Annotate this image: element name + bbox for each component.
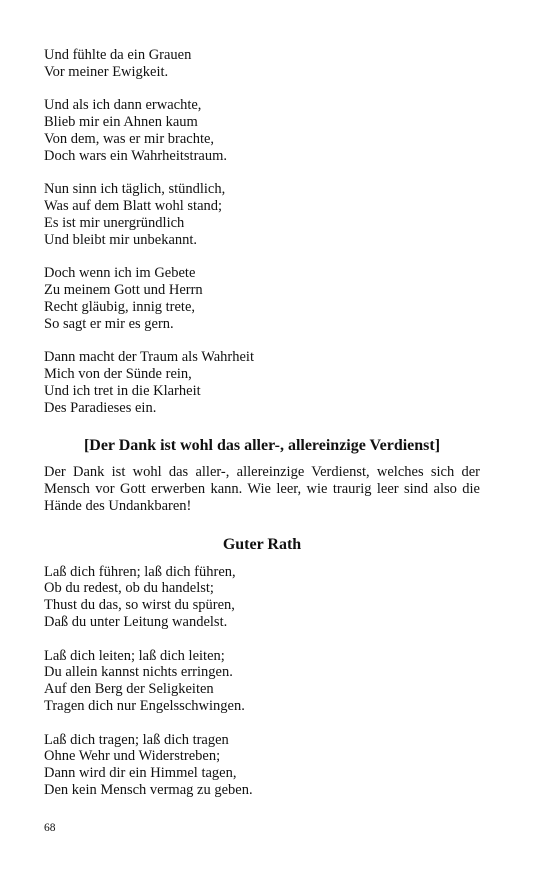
poem-guter-rath bbox=[44, 564, 480, 799]
stanza-2 bbox=[44, 97, 480, 164]
stanza-1 bbox=[44, 564, 480, 631]
verse-line: Und als ich dann erwachte, bbox=[44, 97, 202, 114]
page-body bbox=[44, 47, 480, 799]
verse-line: Ob du redest, ob du handelst; bbox=[44, 580, 214, 597]
section-paragraph: Der Dank ist wohl das aller-, allereinzige Verdienst, welches sich der Mensch vor Gott erwerben kann. Wie leer, wie traurig leer sind also die Hände des Undankbaren! bbox=[44, 463, 480, 514]
stanza-3 bbox=[44, 181, 480, 248]
stanza-1 bbox=[44, 47, 480, 81]
verse-line: Und fühlte da ein Grauen bbox=[44, 47, 192, 63]
verse-line: So sagt er mir es gern. bbox=[44, 315, 174, 332]
poem-title: Guter Rath bbox=[222, 535, 302, 553]
verse-line: Was auf dem Blatt wohl stand; bbox=[44, 198, 223, 215]
verse-line: Dann macht der Traum als Wahrheit bbox=[44, 349, 254, 366]
verse-line: Zu meinem Gott und Herrn bbox=[44, 282, 203, 299]
stanza-4 bbox=[44, 265, 480, 332]
verse-line: Doch wars ein Wahrheitstraum. bbox=[44, 147, 227, 164]
verse-line: Dann wird dir ein Himmel tagen, bbox=[44, 765, 237, 782]
verse-line: Daß du unter Leitung wandelst. bbox=[44, 613, 228, 630]
verse-line: Recht gläubig, innig trete, bbox=[44, 298, 196, 315]
stanza-5 bbox=[44, 349, 480, 416]
verse-line: Tragen dich nur Engelsschwingen. bbox=[44, 697, 245, 714]
poem-fragment bbox=[44, 47, 480, 417]
verse-line: Du allein kannst nichts erringen. bbox=[44, 664, 233, 681]
verse-line: Laß dich leiten; laß dich leiten; bbox=[44, 647, 225, 664]
verse-line: Des Paradieses ein. bbox=[44, 399, 157, 416]
verse-line: Ohne Wehr und Widerstreben; bbox=[44, 748, 221, 765]
verse-line: Und ich tret in die Klarheit bbox=[44, 382, 201, 399]
verse-line: Doch wenn ich im Gebete bbox=[44, 265, 196, 282]
page-number: 68 bbox=[44, 822, 56, 834]
verse-line: Es ist mir unergründlich bbox=[44, 214, 185, 231]
verse-line: Blieb mir ein Ahnen kaum bbox=[44, 114, 198, 131]
stanza-2 bbox=[44, 648, 480, 715]
verse-line: Thust du das, so wirst du spüren, bbox=[44, 597, 235, 614]
verse-line: Den kein Mensch vermag zu geben. bbox=[44, 781, 253, 798]
verse-line: Mich von der Sünde rein, bbox=[44, 366, 192, 383]
verse-line: Laß dich führen; laß dich führen, bbox=[44, 563, 236, 580]
section-heading: [Der Dank ist wohl das aller-, allereinzige Verdienst] bbox=[83, 436, 441, 454]
verse-line: Auf den Berg der Seligkeiten bbox=[44, 681, 214, 698]
verse-line: Nun sinn ich täglich, stündlich, bbox=[44, 181, 226, 198]
verse-line: Laß dich tragen; laß dich tragen bbox=[44, 731, 229, 748]
verse-line: Und bleibt mir unbekannt. bbox=[44, 231, 198, 248]
verse-line: Vor meiner Ewigkeit. bbox=[44, 63, 169, 80]
stanza-3 bbox=[44, 732, 480, 799]
verse-line: Von dem, was er mir brachte, bbox=[44, 130, 215, 147]
